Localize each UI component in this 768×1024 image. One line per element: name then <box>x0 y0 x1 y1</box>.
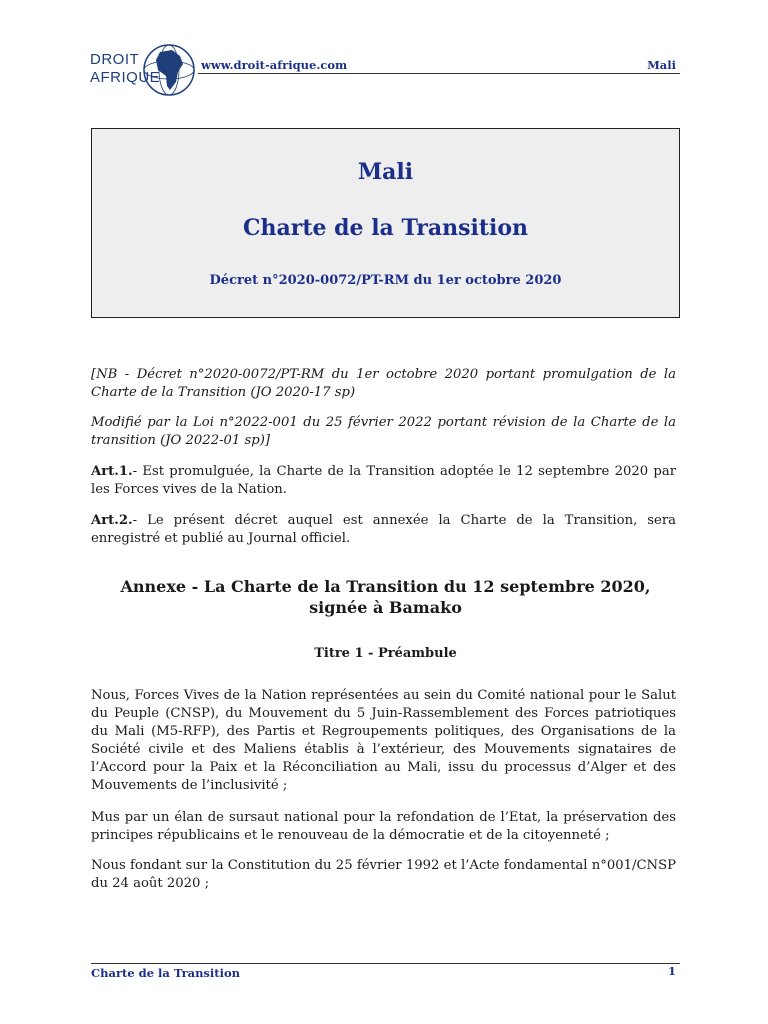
africa-globe-icon <box>142 42 196 98</box>
nb-paragraph-1: [NB - Décret n°2020-0072/PT-RM du 1er octobre 2020 portant promulgation de la Charte de la Transition (JO 2020-17 sp) <box>91 367 676 400</box>
preamble-paragraph-1: Nous, Forces Vives de la Nation représentées au sein du Comité national pour le Salut du Peuple (CNSP), du Mouvement du 5 Juin-Rassemblement des Forces patriotiques du Mali (M5-RFP), des Partis et Regroupements politiques, des Organisations de la Société civile et des Maliens établis à l’extérieur, des Mouvements signataires de l’Accord pour la Paix et la Réconciliation au Mali, issu du processus d’Alger et des Mouvements de l’inclusivité ; <box>91 688 676 793</box>
footer-title: Charte de la Transition <box>91 966 240 980</box>
droit-afrique-logo <box>90 42 198 98</box>
logo-line-2: AFRIQUE <box>90 69 161 86</box>
page-number: 1 <box>667 964 676 978</box>
title-box <box>91 128 680 318</box>
document-decree: Décret n°2020-0072/PT-RM du 1er octobre 2020 <box>209 273 562 288</box>
header-url: www.droit-afrique.com <box>201 58 348 72</box>
header-divider <box>198 73 680 74</box>
preamble-paragraph-2: Mus par un élan de sursaut national pour la refondation de l’Etat, la préservation des principes républicains et le renouveau de la démocratie et de la citoyenneté ; <box>91 810 676 843</box>
article-1-label: Art.1. <box>91 464 133 479</box>
article-2-label: Art.2. <box>91 513 133 528</box>
article-2-text: - Le présent décret auquel est annexée la Charte de la Transition, sera enregistré et publié au Journal officiel. <box>91 513 676 546</box>
preamble-paragraph-3: Nous fondant sur la Constitution du 25 février 1992 et l’Acte fondamental n°001/CNSP du 24 août 2020 ; <box>91 858 676 891</box>
nb-paragraph-2: Modifié par la Loi n°2022-001 du 25 février 2022 portant révision de la Charte de la transition (JO 2022-01 sp)] <box>91 415 676 448</box>
article-2 <box>91 512 676 548</box>
section-title: Titre 1 - Préambule <box>314 646 457 661</box>
footer-divider <box>91 963 680 964</box>
document-country: Mali <box>357 159 414 185</box>
header-country: Mali <box>647 58 676 72</box>
logo-line-1: DROIT <box>90 51 140 68</box>
document-title: Charte de la Transition <box>242 215 529 241</box>
article-1 <box>91 463 676 499</box>
annex-title: Annexe - La Charte de la Transition du 12 septembre 2020, signée à Bamako <box>120 577 651 617</box>
article-1-text: - Est promulguée, la Charte de la Transition adoptée le 12 septembre 2020 par les Forces vives de la Nation. <box>91 464 676 497</box>
